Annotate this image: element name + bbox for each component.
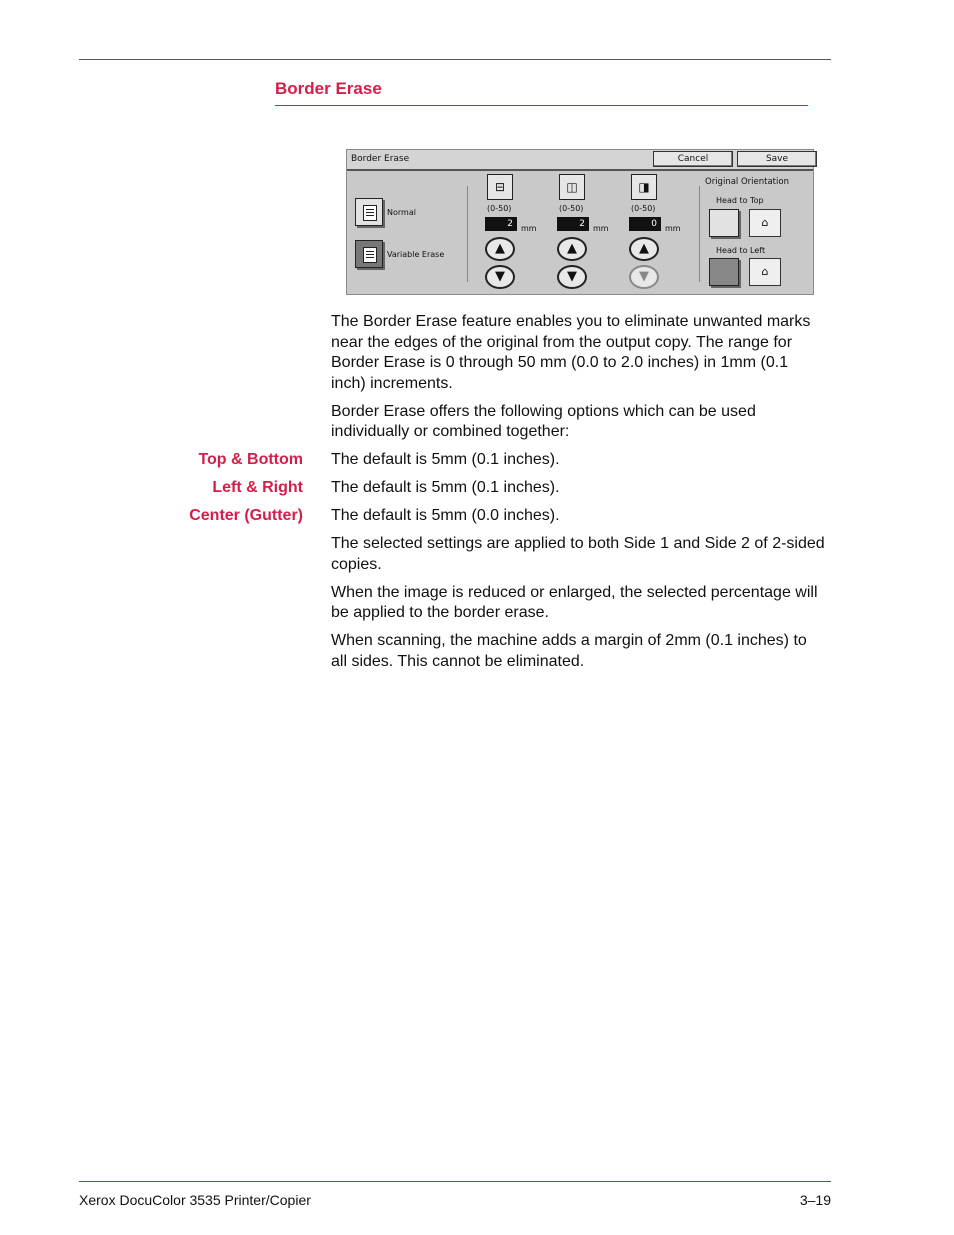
center-gutter-increase-button[interactable]: ▲	[629, 237, 659, 261]
center-gutter-value: 0	[629, 217, 661, 231]
head-to-left-button[interactable]	[709, 258, 739, 286]
orientation-title: Original Orientation	[705, 177, 789, 187]
option-text: The default is 5mm (0.0 inches).	[331, 507, 560, 524]
options-paragraph: Border Erase offers the following options which can be used individually or combined together:	[331, 402, 756, 440]
head-to-top-label: Head to Top	[716, 196, 764, 205]
option-text: The default is 5mm (0.1 inches).	[331, 451, 560, 468]
left-right-decrease-button[interactable]: ▼	[557, 265, 587, 289]
range-label: (0-50)	[631, 204, 656, 213]
center-gutter-icon: ◨	[631, 174, 657, 200]
header-rule	[79, 59, 831, 60]
option-text: The default is 5mm (0.1 inches).	[331, 479, 560, 496]
divider	[467, 186, 468, 282]
body-text	[189, 312, 826, 680]
document-icon	[363, 247, 377, 263]
unit-label: mm	[665, 224, 681, 233]
left-right-increase-button[interactable]: ▲	[557, 237, 587, 261]
option-left-right	[212, 478, 826, 499]
scanning-paragraph: When scanning, the machine adds a margin of 2mm (0.1 inches) to all sides. This cannot be eliminated.	[331, 632, 807, 670]
top-bottom-control	[485, 174, 541, 292]
unit-label: mm	[521, 224, 537, 233]
document-icon	[363, 205, 377, 221]
option-label: Center (Gutter)	[189, 507, 303, 524]
border-erase-screen	[346, 149, 814, 295]
option-top-bottom	[198, 450, 826, 471]
option-label: Top & Bottom	[198, 451, 303, 468]
divider	[699, 186, 700, 282]
range-label: (0-50)	[487, 204, 512, 213]
reduction-paragraph: When the image is reduced or enlarged, the selected percentage will be applied to the border erase.	[331, 583, 818, 621]
variable-erase-option-button[interactable]	[355, 240, 383, 268]
sides-paragraph: The selected settings are applied to both Side 1 and Side 2 of 2-sided copies.	[331, 535, 825, 573]
option-label: Left & Right	[212, 479, 303, 496]
screen-title: Border Erase	[351, 154, 410, 164]
normal-label: Normal	[387, 208, 416, 217]
top-bottom-increase-button[interactable]: ▲	[485, 237, 515, 261]
left-right-control	[557, 174, 613, 292]
head-to-left-orientation-icon: ⌂	[749, 258, 781, 286]
range-label: (0-50)	[559, 204, 584, 213]
intro-paragraph: The Border Erase feature enables you to eliminate unwanted marks near the edges of the original from the output copy. The range for Border Erase is 0 through 50 mm (0.0 to 2.0 inches) in 1mm (0.1 inch) increments.	[331, 313, 811, 392]
save-button[interactable]: Save	[737, 151, 817, 167]
footer-rule	[79, 1181, 831, 1182]
head-to-top-orientation-icon: ⌂	[749, 209, 781, 237]
footer-product: Xerox DocuColor 3535 Printer/Copier	[79, 1192, 311, 1208]
section-title: Border Erase	[275, 79, 382, 98]
normal-option-button[interactable]	[355, 198, 383, 226]
top-bottom-decrease-button[interactable]: ▼	[485, 265, 515, 289]
left-right-value: 2	[557, 217, 589, 231]
top-bottom-value: 2	[485, 217, 517, 231]
head-to-left-label: Head to Left	[716, 246, 766, 255]
screen-titlebar	[347, 150, 813, 171]
top-bottom-edge-icon: ⊟	[487, 174, 513, 200]
option-center-gutter	[189, 506, 826, 527]
variable-erase-label: Variable Erase	[387, 250, 445, 259]
center-gutter-decrease-button[interactable]: ▼	[629, 265, 659, 289]
left-right-edge-icon: ◫	[559, 174, 585, 200]
title-rule	[275, 105, 808, 106]
page-number: 3–19	[799, 1192, 831, 1208]
cancel-button[interactable]: Cancel	[653, 151, 733, 167]
head-to-top-button[interactable]	[709, 209, 739, 237]
unit-label: mm	[593, 224, 609, 233]
center-gutter-control	[629, 174, 685, 292]
